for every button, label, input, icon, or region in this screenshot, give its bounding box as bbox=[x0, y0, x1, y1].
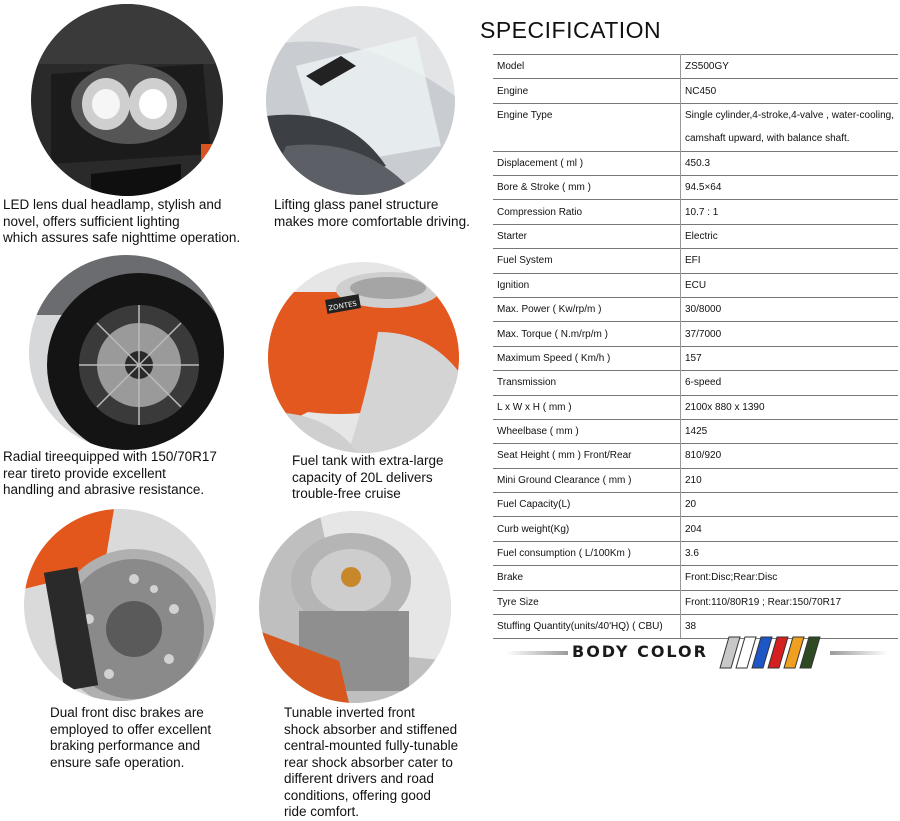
spec-table bbox=[493, 54, 898, 639]
spec-value: 30/8000 bbox=[681, 297, 899, 321]
table-row bbox=[493, 517, 898, 541]
spec-value: 6-speed bbox=[681, 371, 899, 395]
spec-value: EFI bbox=[681, 249, 899, 273]
spec-value: Front:110/80R19 ; Rear:150/70R17 bbox=[681, 590, 899, 614]
body-color-swatches bbox=[718, 636, 822, 670]
table-row bbox=[493, 346, 898, 370]
spec-label: Fuel Capacity(L) bbox=[493, 493, 681, 517]
front-brake-photo bbox=[24, 509, 216, 701]
fuel-tank-badge-text: ZONTES bbox=[327, 299, 358, 313]
table-row bbox=[493, 322, 898, 346]
spec-label: Ignition bbox=[493, 273, 681, 297]
spec-value: 94.5×64 bbox=[681, 175, 899, 199]
table-row bbox=[493, 224, 898, 248]
spec-value: ZS500GY bbox=[681, 55, 899, 79]
feature-caption-front-brake bbox=[50, 705, 211, 771]
caption-line: Lifting glass panel structure bbox=[274, 197, 439, 212]
table-row bbox=[493, 590, 898, 614]
spec-value bbox=[681, 103, 899, 151]
spec-label: Wheelbase ( mm ) bbox=[493, 419, 681, 443]
caption-line: Radial tireequipped with 150/70R17 bbox=[3, 449, 217, 464]
caption-line: conditions, offering good bbox=[284, 787, 431, 803]
spec-value: 1425 bbox=[681, 419, 899, 443]
spec-value: 10.7 : 1 bbox=[681, 200, 899, 224]
feature-caption-headlamp bbox=[3, 197, 240, 247]
caption-line: ride comfort. bbox=[284, 804, 360, 819]
spec-title: SPECIFICATION bbox=[480, 17, 662, 43]
body-color-rule-left bbox=[506, 651, 568, 655]
spec-value: 38 bbox=[681, 615, 899, 639]
rear-tire-photo bbox=[29, 255, 224, 450]
caption-line: which assures safe nighttime operation. bbox=[3, 230, 241, 245]
body-color-label: BODY COLOR bbox=[572, 642, 708, 661]
feature-caption-rear-tire bbox=[3, 449, 217, 499]
body-color-rule-right bbox=[830, 651, 888, 655]
table-row bbox=[493, 419, 898, 443]
caption-line: rear shock absorber cater to bbox=[284, 754, 453, 770]
spec-value: Electric bbox=[681, 224, 899, 248]
spec-label: Stuffing Quantity(units/40'HQ) ( CBU) bbox=[493, 615, 681, 639]
headlamp-photo bbox=[31, 4, 223, 196]
table-row bbox=[493, 444, 898, 468]
table-row bbox=[493, 615, 898, 639]
spec-label: Transmission bbox=[493, 371, 681, 395]
spec-value: 2100x 880 x 1390 bbox=[681, 395, 899, 419]
spec-label: L x W x H ( mm ) bbox=[493, 395, 681, 419]
spec-label: Displacement ( ml ) bbox=[493, 151, 681, 175]
spec-label: Fuel consumption ( L/100Km ) bbox=[493, 541, 681, 565]
caption-line: Fuel tank with extra-large bbox=[292, 453, 444, 468]
caption-line: LED lens dual headlamp, stylish and bbox=[3, 197, 222, 212]
feature-caption-shock-absorber bbox=[284, 705, 458, 821]
caption-line: different drivers and road bbox=[284, 771, 434, 786]
caption-line: braking performance and bbox=[50, 738, 201, 753]
table-row bbox=[493, 151, 898, 175]
caption-line: central-mounted fully-tunable bbox=[284, 738, 459, 753]
table-row bbox=[493, 55, 898, 79]
spec-label: Brake bbox=[493, 566, 681, 590]
caption-line: shock absorber and stiffened bbox=[284, 721, 458, 737]
spec-label: Maximum Speed ( Km/h ) bbox=[493, 346, 681, 370]
caption-line: employed to offer excellent bbox=[50, 721, 212, 737]
table-row bbox=[493, 371, 898, 395]
caption-line: handling and abrasive resistance. bbox=[3, 482, 205, 497]
table-row bbox=[493, 200, 898, 224]
table-row bbox=[493, 566, 898, 590]
spec-label: Tyre Size bbox=[493, 590, 681, 614]
spec-value: 37/7000 bbox=[681, 322, 899, 346]
table-row bbox=[493, 493, 898, 517]
caption-line: makes more comfortable driving. bbox=[274, 213, 470, 229]
spec-value: 20 bbox=[681, 493, 899, 517]
table-row bbox=[493, 249, 898, 273]
caption-line: trouble-free cruise bbox=[292, 486, 401, 501]
feature-caption-windshield bbox=[274, 197, 470, 230]
spec-value: 210 bbox=[681, 468, 899, 492]
spec-value: ECU bbox=[681, 273, 899, 297]
feature-caption-fuel-tank bbox=[292, 453, 444, 503]
fuel-tank-photo bbox=[268, 262, 459, 453]
spec-label: Compression Ratio bbox=[493, 200, 681, 224]
table-row bbox=[493, 273, 898, 297]
spec-value: Front:Disc;Rear:Disc bbox=[681, 566, 899, 590]
spec-value-line: Single cylinder,4-stroke,4-valve , water-cooling, bbox=[685, 109, 894, 121]
spec-value: 810/920 bbox=[681, 444, 899, 468]
caption-line: capacity of 20L delivers bbox=[292, 469, 433, 485]
spec-value: 450.3 bbox=[681, 151, 899, 175]
spec-label: Model bbox=[493, 55, 681, 79]
spec-label: Curb weight(Kg) bbox=[493, 517, 681, 541]
table-row bbox=[493, 468, 898, 492]
spec-label: Max. Power ( Kw/rp/m ) bbox=[493, 297, 681, 321]
caption-line: rear tireto provide excellent bbox=[3, 465, 166, 481]
spec-label: Starter bbox=[493, 224, 681, 248]
table-row bbox=[493, 297, 898, 321]
spec-value: 157 bbox=[681, 346, 899, 370]
spec-label: Fuel System bbox=[493, 249, 681, 273]
caption-line: novel, offers sufficient lighting bbox=[3, 213, 180, 229]
caption-line: Tunable inverted front bbox=[284, 705, 415, 720]
caption-line: Dual front disc brakes are bbox=[50, 705, 204, 720]
spec-label: Bore & Stroke ( mm ) bbox=[493, 175, 681, 199]
spec-label: Mini Ground Clearance ( mm ) bbox=[493, 468, 681, 492]
table-row bbox=[493, 103, 898, 151]
spec-value: NC450 bbox=[681, 79, 899, 103]
spec-label: Max. Torque ( N.m/rp/m ) bbox=[493, 322, 681, 346]
spec-value: 3.6 bbox=[681, 541, 899, 565]
spec-value-line: camshaft upward, with balance shaft. bbox=[685, 133, 850, 145]
spec-label: Engine Type bbox=[493, 103, 681, 151]
table-row bbox=[493, 541, 898, 565]
spec-label: Engine bbox=[493, 79, 681, 103]
spec-value: 204 bbox=[681, 517, 899, 541]
windshield-photo bbox=[266, 6, 455, 195]
table-row bbox=[493, 79, 898, 103]
shock-absorber-photo bbox=[259, 511, 451, 703]
caption-line: ensure safe operation. bbox=[50, 754, 185, 770]
table-row bbox=[493, 175, 898, 199]
spec-label: Seat Height ( mm ) Front/Rear bbox=[493, 444, 681, 468]
table-row bbox=[493, 395, 898, 419]
